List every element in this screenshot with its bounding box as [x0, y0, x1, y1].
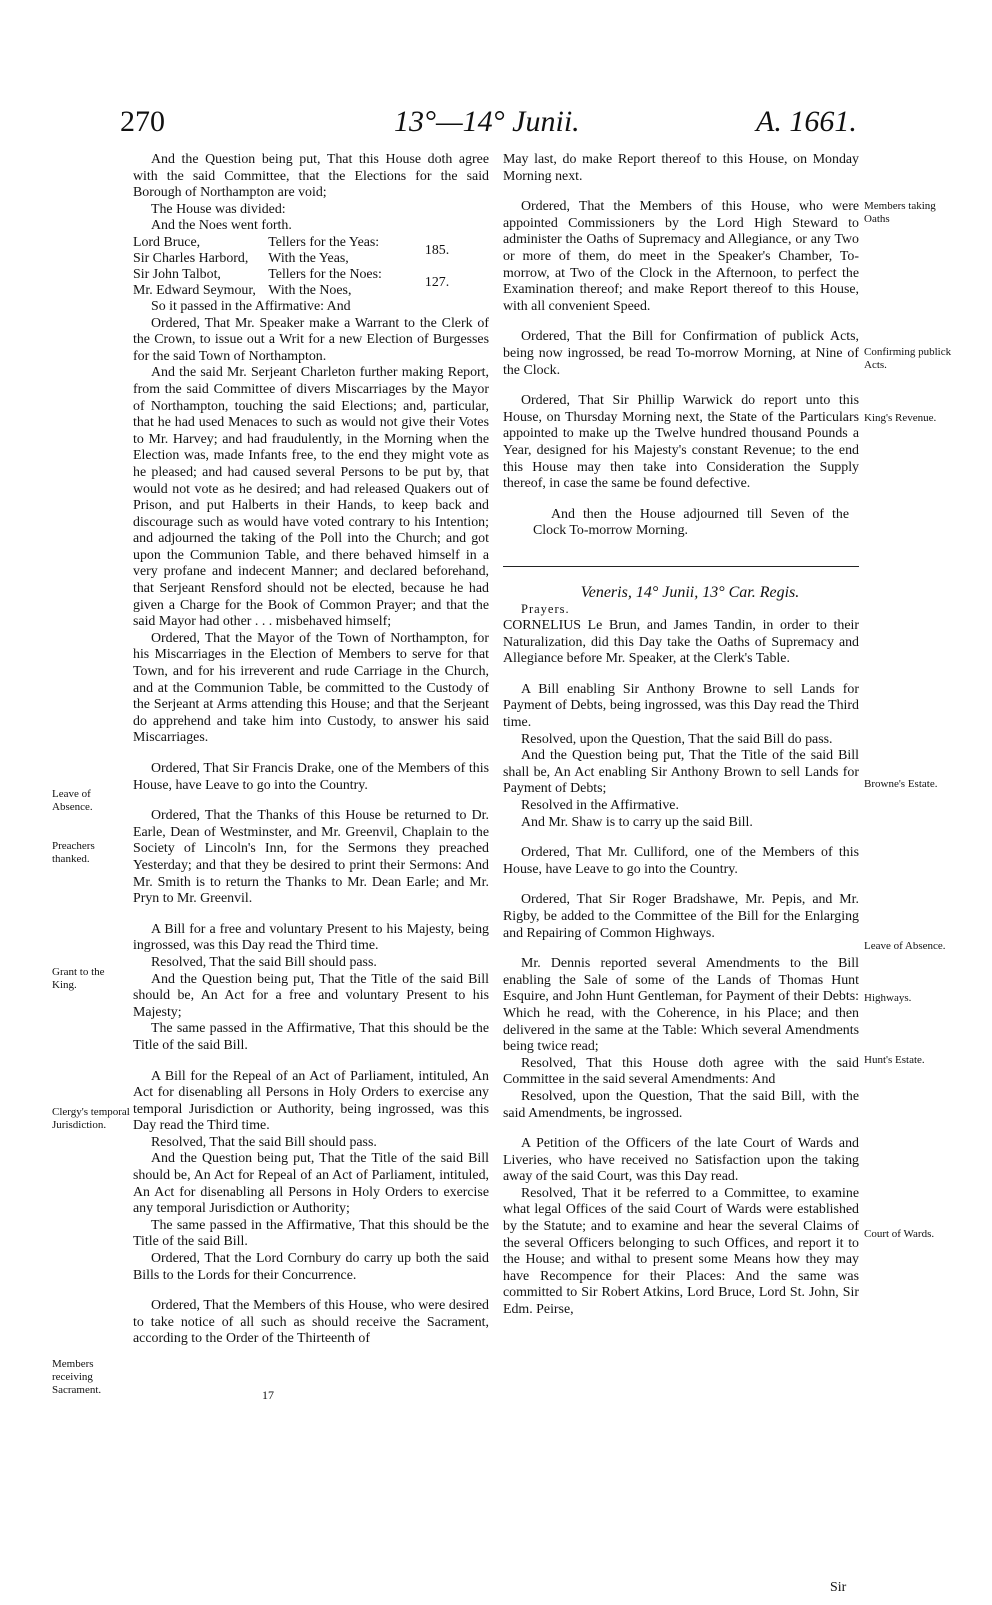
- noes-count: 127.: [424, 274, 450, 290]
- prayers-heading: Prayers.: [521, 602, 570, 617]
- paragraph: Resolved, upon the Question, That the said Bill, with the said Amendments, be ingrossed.: [503, 1088, 859, 1121]
- paragraph: Resolved, That the said Bill should pass.: [151, 1134, 377, 1150]
- paragraph: A Bill for the Repeal of an Act of Parliament, intituled, An Act for disenabling all Persons in Holy Orders to exercise any temporal Jurisdiction or Authority, being ingrossed, was this Day read the Third time.: [133, 1068, 489, 1134]
- margin-note: Preachers thanked.: [52, 840, 95, 865]
- teller-label: Tellers for the Yeas:: [268, 234, 380, 250]
- teller-name: Sir John Talbot,: [133, 266, 221, 282]
- paragraph: Ordered, That Mr. Speaker make a Warrant to the Clerk of the Crown, to issue out a Writ for a new Election of Burgesses for the said Town of Northampton.: [133, 315, 489, 364]
- margin-note: Court of Wards.: [864, 1228, 935, 1240]
- margin-note: Browne's Estate.: [864, 778, 938, 790]
- paragraph: And the Noes went forth.: [151, 218, 292, 234]
- paragraph: A Bill enabling Sir Anthony Browne to sell Lands for Payment of Debts, being ingrossed, was this Day read the Third time.: [503, 681, 859, 731]
- adjournment: And then the House adjourned till Seven of the Clock To-morrow Morning.: [533, 506, 849, 539]
- paragraph: Mr. Dennis reported several Amendments to the Bill enabling the Sale of some of the Lands of Thomas Hunt Esquire, and John Hunt Gentleman, for Payment of their Debts: Which he read, with the Coherence, in his Place; and then delivered in the same at the Table: Which several Amendments being twice read;: [503, 956, 859, 1055]
- paragraph: Resolved, That this House doth agree with the said Committee in the said several Amendments: And: [503, 1055, 859, 1088]
- yeas-count: 185.: [424, 242, 450, 258]
- paragraph: A Petition of the Officers of the late Court of Wards and Liveries, who have received no Satisfaction upon the taking away of the said Court, was this Day read.: [503, 1136, 859, 1185]
- paragraph: So it passed in the Affirmative: And: [151, 298, 351, 314]
- paragraph: And the Question being put, That the Title of the said Bill should be, An Act for Repeal of an Act of Parliament, intituled, An Act for disenabling all Persons in Holy Orders to exercise any temporal Jurisdiction or Authority;: [133, 1151, 489, 1217]
- margin-note: Leave of Absence.: [52, 788, 93, 813]
- margin-note: Members receiving Sacrament.: [52, 1358, 102, 1396]
- paragraph: May last, do make Report thereof to this House, on Monday Morning next.: [503, 152, 859, 184]
- margin-note: Confirming publick Acts.: [864, 346, 952, 371]
- margin-note: Grant to the King.: [52, 966, 105, 991]
- paragraph: Ordered, That the Members of this House, who were appointed Commissioners by the Lord High Steward to administer the Oaths of Supremacy and Allegiance, or any Two or more of them, do meet in the Speaker's Chamber, To-morrow, at Two of the Clock in the Afternoon, to perfect the Examination thereof; and make Report thereof to this House, with all convenient Speed.: [503, 199, 859, 314]
- year-heading: A. 1661.: [756, 105, 857, 138]
- teller-label: With the Yeas,: [268, 250, 349, 266]
- paragraph: And the Question being put, That the Title of the said Bill shall be, An Act enabling Sir Anthony Brown to sell Lands for Payment of Debts;: [503, 748, 859, 797]
- paragraph: The same passed in the Affirmative, That this should be the Title of the said Bill.: [133, 1021, 489, 1053]
- paragraph: And the Question being put, That this House doth agree with the said Committee, that the Elections for the said Borough of Northampton are void;: [133, 152, 489, 201]
- paragraph: The same passed in the Affirmative, That this should be the Title of the said Bill.: [133, 1217, 489, 1250]
- paragraph: Resolved, That the said Bill should pass.: [151, 954, 377, 970]
- paragraph: Ordered, That the Mayor of the Town of Northampton, for his Miscarriages in the Election of Members to serve for that Town, and for his irreverent and rude Carriage in the Church, and at the Communion Table, be committed to the Custody of the Serjeant at Arms attending this House; and that the Serjeant do apprehend and take him into Custody, to answer his said Miscarriages.: [133, 630, 489, 746]
- margin-note: King's Revenue.: [864, 412, 937, 424]
- paragraph: Resolved, upon the Question, That the said Bill do pass.: [521, 731, 833, 747]
- teller-label: With the Noes,: [268, 282, 352, 298]
- paragraph: The House was divided:: [151, 201, 286, 217]
- catchword: Sir: [830, 1580, 847, 1595]
- paragraph: Resolved, That it be referred to a Committee, to examine what legal Offices of the said Court of Wards were established by the Statute; and to examine and hear the several Claims of the several Officers belonging to such Offices, and report it to the House; and withal to present some Means how they may have Recompence for their Places: And the same was committed to Sir Robert Atkins, Lord Bruce, Lord St. John, Sir Edm. Peirse,: [503, 1185, 859, 1318]
- paragraph: And the Question being put, That the Title of the said Bill should be, An Act for a free and voluntary Present to his Majesty;: [133, 971, 489, 1020]
- division-tellers: [133, 235, 489, 299]
- teller-name: Mr. Edward Seymour,: [133, 282, 256, 298]
- paragraph: Ordered, That the Members of this House, who were desired to take notice of all such as should receive the Sacrament, according to the Order of the Thirteenth of: [133, 1298, 489, 1347]
- teller-label: Tellers for the Noes:: [268, 266, 382, 282]
- margin-note: Highways.: [864, 992, 912, 1004]
- paragraph: Resolved in the Affirmative.: [521, 798, 679, 813]
- paragraph: Ordered, That the Lord Cornbury do carry up both the said Bills to the Lords for their Concurrence.: [133, 1251, 489, 1283]
- paragraph: Ordered, That Mr. Culliford, one of the Members of this House, have Leave to go into the Country.: [503, 845, 859, 877]
- paragraph: Ordered, That Sir Phillip Warwick do report unto this House, on Thursday Morning next, the State of the Particulars appointed to make up the Twelve hundred thousand Pounds a Year, designed for his Majesty's constant Revenue; to the end this House may then take into Consideration the Supply thereof, in case the same be found defective.: [503, 393, 859, 492]
- paragraph: Ordered, That Sir Roger Bradshawe, Mr. Pepis, and Mr. Rigby, be added to the Committee of the Bill for the Enlarging and Repairing of Common Highways.: [503, 892, 859, 941]
- paragraph: A Bill for a free and voluntary Present to his Majesty, being ingrossed, was this Day read the Third time.: [133, 921, 489, 954]
- signature-mark: 17: [262, 1388, 274, 1402]
- margin-note: Members taking Oaths: [864, 200, 936, 225]
- paragraph: And the said Mr. Serjeant Charleton further making Report, from the said Committee of divers Miscarriages by the Mayor of Northampton, touching the said Elections; and, particular, that he had used Menaces to such as would not give their Votes to Mr. Harvey; and had fraudulently, in the Morning when the Election was, made Infants free, to the end they might vote as he pleased; and had caused several Persons to be put by, that would not vote as he desired; and had released Quakers out of Prison, and put Halberts in their Hands, to keep back and discourage such as would have voted contrary to his Intention; and adjourned the taking of the Poll into the Church; and got upon the Communion Table, and there behaved himself in a very profane and indecent Manner; and declared beforehand, that Serjeant Rensford should not be elected, because he had given a Charge for the Book of Common Prayer; and that the said Mayor had other . . . misbehaved himself;: [133, 365, 489, 630]
- paragraph: CORNELIUS Le Brun, and James Tandin, in order to their Naturalization, did this Day take the Oaths of Supremacy and Allegiance before Mr. Speaker, at the Clerk's Table.: [503, 618, 859, 667]
- margin-note: Hunt's Estate.: [864, 1054, 925, 1066]
- margin-note: Leave of Absence.: [864, 940, 946, 952]
- paragraph: And Mr. Shaw is to carry up the said Bill.: [521, 814, 753, 830]
- right-column: [503, 152, 859, 1319]
- left-column: [133, 152, 489, 1348]
- paragraph: Ordered, That the Thanks of this House be returned to Dr. Earle, Dean of Westminster, and Mr. Greenvil, Chaplain to the Society of Lincoln's Inn, for the Sermons they preached Yesterday; and that they be desired to print their Sermons: And Mr. Smith is to return the Thanks to Mr. Dean Earle; and Mr. Pryn to Mr. Greenvil.: [133, 808, 489, 907]
- paragraph: Ordered, That the Bill for Confirmation of publick Acts, being now ingrossed, be read To-morrow Morning, at Nine of the Clock.: [503, 329, 859, 378]
- margin-note: Clergy's temporal Jurisdiction.: [52, 1106, 130, 1131]
- day-heading: Veneris, 14° Junii, 13° Car. Regis.: [580, 583, 800, 601]
- teller-name: Lord Bruce,: [133, 234, 201, 250]
- section-rule: [503, 566, 859, 567]
- page-number: 270: [120, 105, 165, 138]
- date-heading: 13°—14° Junii.: [394, 105, 580, 138]
- paragraph: Ordered, That Sir Francis Drake, one of the Members of this House, have Leave to go into the Country.: [133, 761, 489, 793]
- teller-name: Sir Charles Harbord,: [133, 250, 249, 266]
